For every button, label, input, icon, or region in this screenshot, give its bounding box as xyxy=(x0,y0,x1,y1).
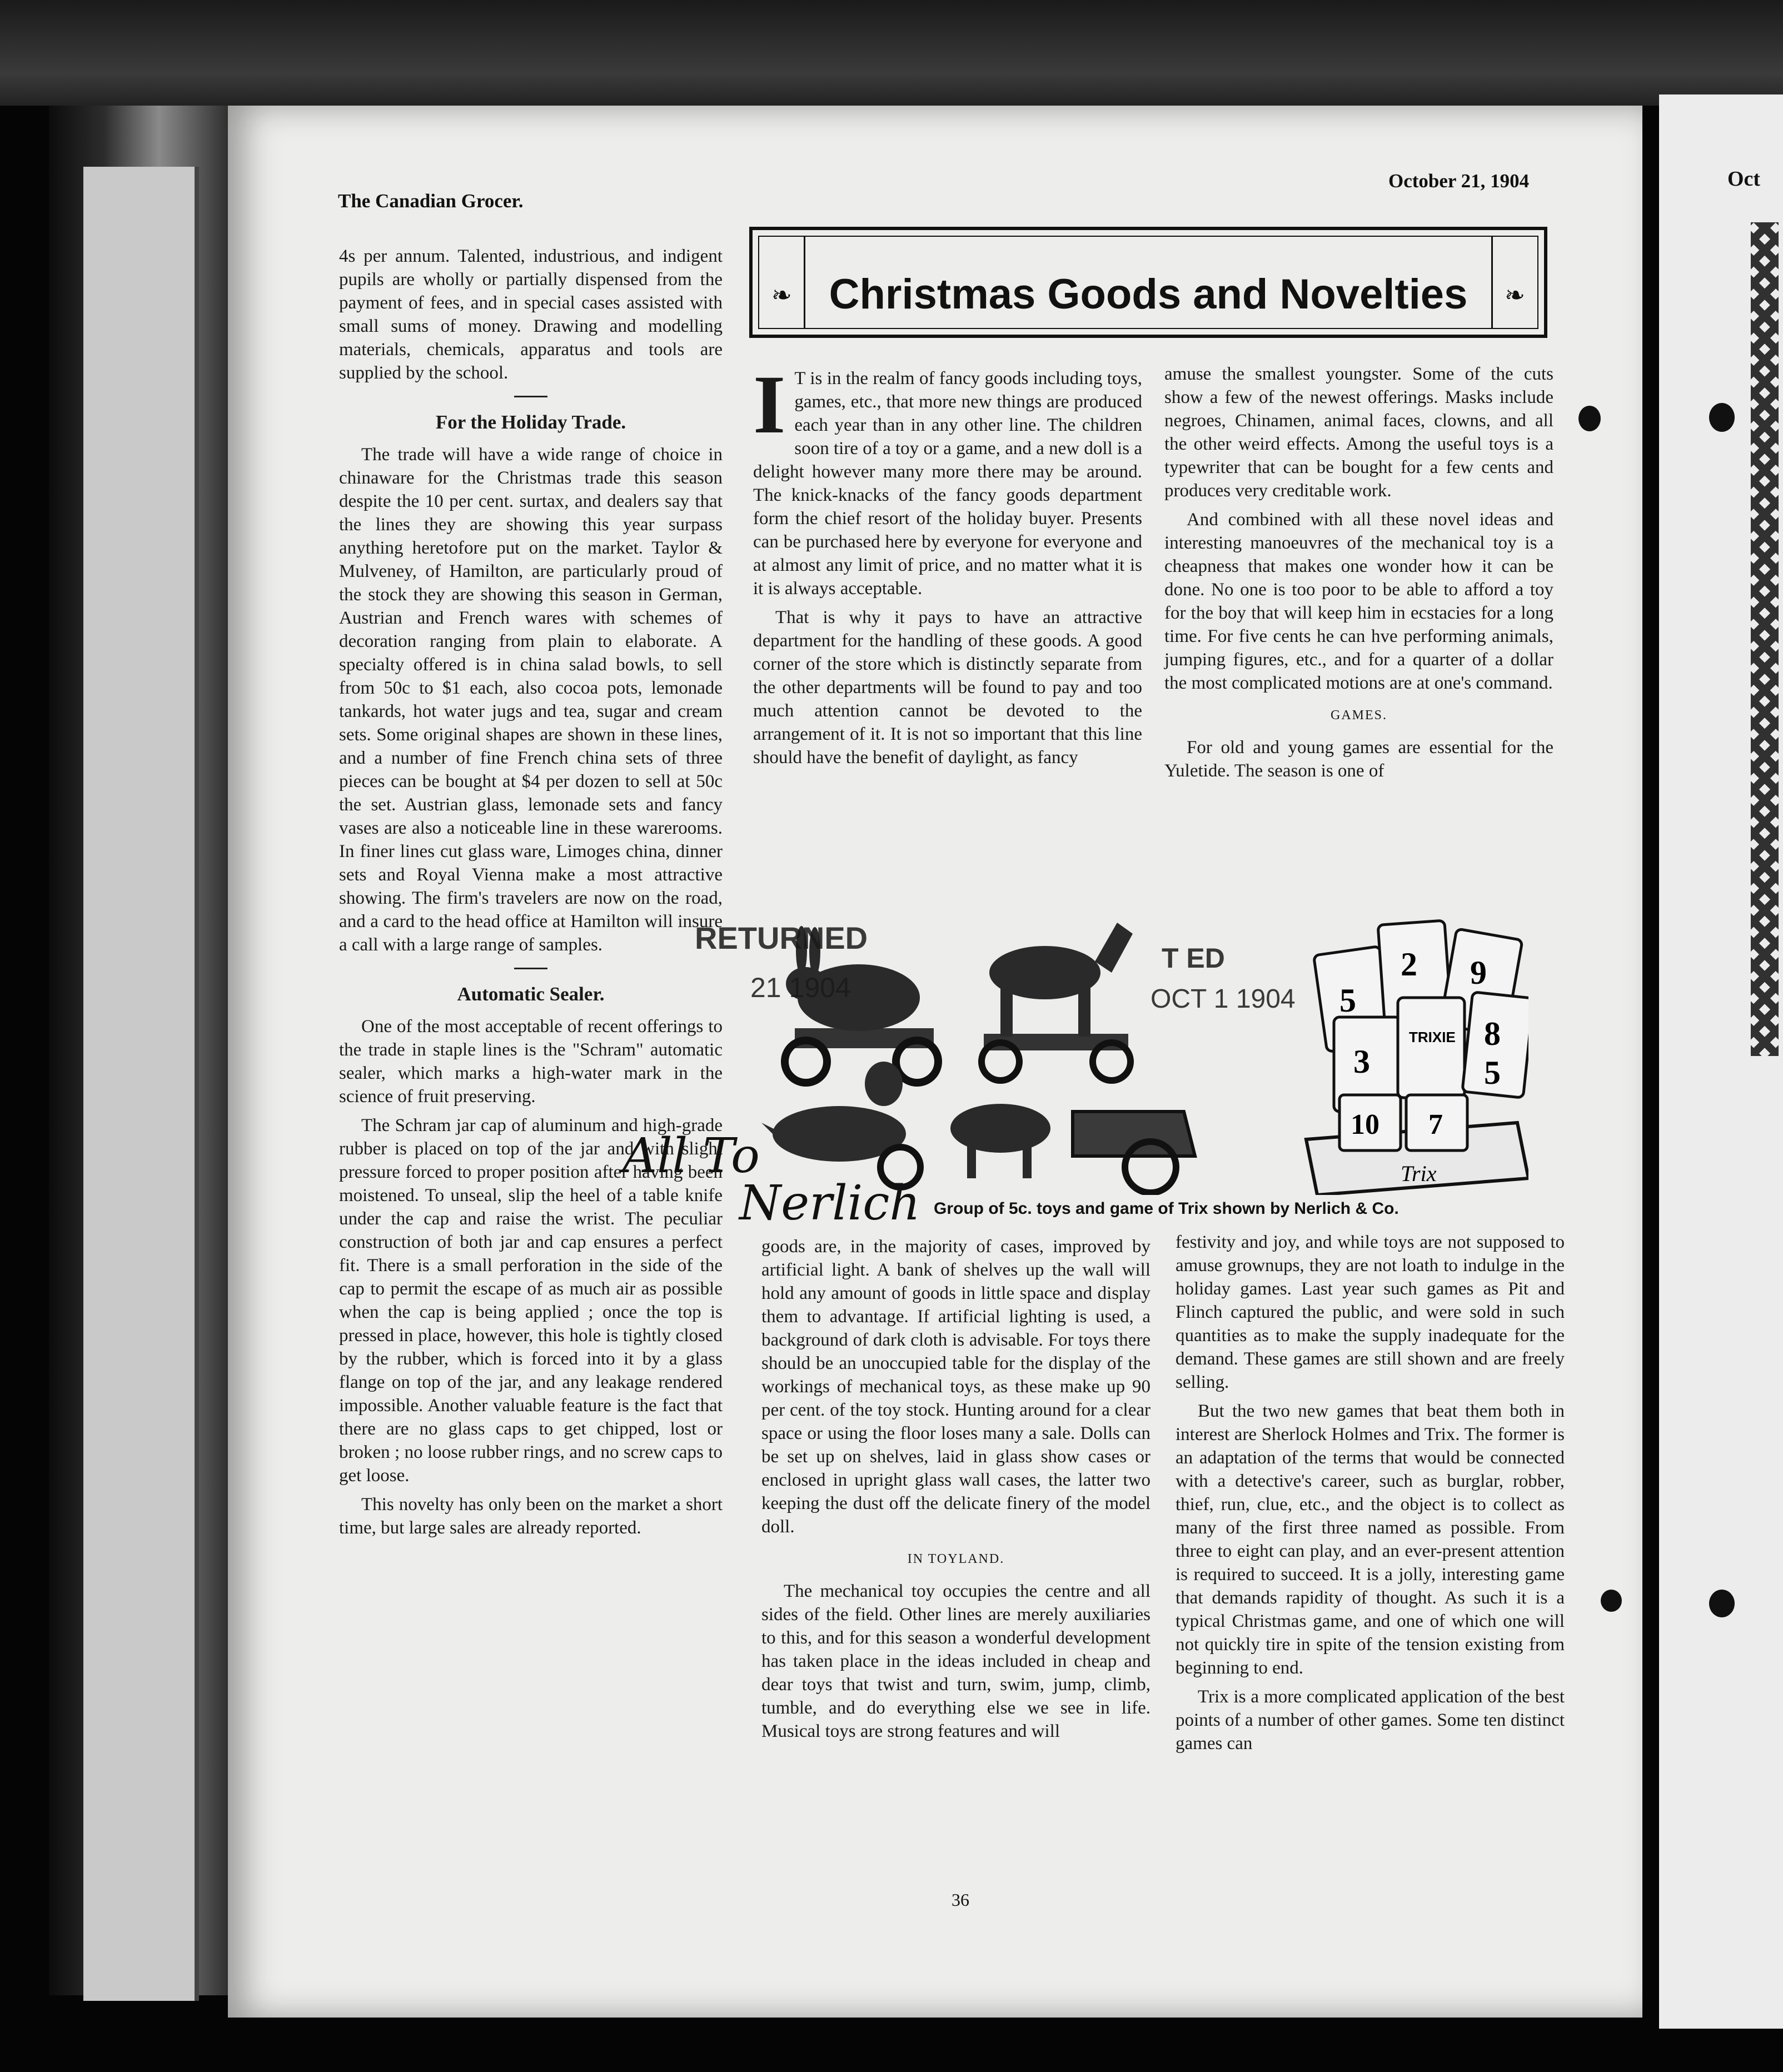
publication-title: The Canadian Grocer. xyxy=(338,190,524,212)
festivity-paragraph: festivity and joy, and while toys are not supposed to amuse grownups, they are not loath to indulge in the holiday games. Last year such games as Pit and Flinch captured the public, and were sold in such quantities as to make the supply inadequate for the demand. These games are still shown and are freely selling. xyxy=(1176,1232,1565,1392)
column-2-top xyxy=(753,358,1142,775)
card-value: 2 xyxy=(1401,946,1417,983)
sherlock-paragraph: But the two new games that beat them both in interest are Sherlock Holmes and Trix. The former is an adaptation of the terms that would be connected with a detective's career, such as burglar, robber, thief, run, clue, etc., and the object is to collect as many of the first three named as possible. From three to eight can play, and an ever-present attention is required to succeed. It is a jolly, interesting game that demands rapidity of thought. As such it is a typical Christmas game, and one of which one will not quickly tire in spite of the tension existing from beginning to end. xyxy=(1176,1401,1565,1678)
card-value: 5 xyxy=(1484,1054,1501,1091)
cuts-paragraph: amuse the smallest youngster. Some of the cuts show a few of the newest offerings. Masks include negroes, Chinamen, animal faces, clowns, and all the other weird effects. Among the useful toys is a typewriter that can be bought for a few cents and produces very creditable work. xyxy=(1164,364,1553,501)
section-rule xyxy=(514,396,547,397)
handwritten-name: Nerlich xyxy=(739,1176,920,1231)
banner-inner-frame xyxy=(758,236,1538,329)
issue-date: October 21, 1904 xyxy=(1388,170,1530,192)
card-value: 8 xyxy=(1484,1015,1501,1052)
card-value: 3 xyxy=(1353,1043,1370,1080)
horse-cart-toy xyxy=(950,1104,1195,1193)
handwritten-note: All To xyxy=(622,1128,760,1184)
department-paragraph: That is why it pays to have an attractive department for the handling of these goods. A good corner of the store which is distinctly separate from the other departments will be found to pay and too much attention cannot be devoted to the arrangement of it. It is not so important that this line should have the benefit of daylight, as fancy xyxy=(753,607,1142,768)
card-value: 7 xyxy=(1428,1109,1443,1140)
holiday-paragraph: The trade will have a wide range of choice in chinaware for the Christmas trade this season despite the 10 per cent. surtax, and dealers say that the lines they are showing this year surpass anything heretofore put on the market. Taylor & Mulveney, of Hamilton, are particularly proud of the stock they are showing this season in German, Austrian and French wares with schemes of decoration ranging from plain to elaborate. A specialty offered is in china salad bowls, to sell from 50c to $1 each, also cocoa pots, lemonade tankards, hot water jugs and tea, sugar and cream sets. Some original shapes are shown in these lines, and a number of fine French china sets of three pieces can be bought at $4 per dozen to sell at 50c the set. Austrian glass, lemonade sets and fancy vases are also a noticeable line in these warerooms. In finer lines cut glass ware, Limoges china, dinner sets and Royal Vienna make a most attractive showing. The firm's travelers are now on the road, and a card to the head office at Hamilton will insure a call with a large range of samples. xyxy=(339,445,723,955)
ink-blot xyxy=(1601,1590,1622,1612)
stamp-date: OCT 1 1904 xyxy=(1151,984,1296,1014)
cheapness-paragraph: And combined with all these novel ideas and interesting manoeuvres of the mechanical toy is a cheapness that makes one wonder how it can be done. No one is too poor to be able to afford a toy for the boy that will keep him in ecstacies for a long time. For five cents he can hve performing animals, jumping figures, etc., and for a quarter of a dollar the most complicated motions are at one's command. xyxy=(1164,510,1553,693)
mechanical-toy-paragraph: The mechanical toy occupies the centre and all sides of the field. Other lines are merely auxiliaries to this, and for this season a wonderful development has taken place in the ideas included in cheap and dear toys that twist and turn, swim, jump, climb, tumble, and do everything else we see in life. Musical toys are strong features and will xyxy=(761,1581,1151,1741)
ink-blot xyxy=(1578,406,1601,431)
box-label: Trix xyxy=(1401,1161,1437,1186)
intro-paragraph: 4s per annum. Talented, industrious, and indigent pupils are wholly or partially dispensed from the payment of fees, and in special cases assisted with small sums of money. Drawing and modelling materials, chemicals, apparatus and tools are supplied by the school. xyxy=(339,246,723,383)
section-banner xyxy=(749,227,1547,338)
card-center-label: TRIXIE xyxy=(1409,1029,1456,1045)
card-value: 5 xyxy=(1339,982,1356,1019)
returned-stamp: RETURNED xyxy=(695,920,868,955)
returned-stamp-faded: T ED xyxy=(1162,943,1225,974)
page-number: 36 xyxy=(952,1890,969,1910)
sealer-paragraph-1: One of the most acceptable of recent offerings to the trade in staple lines is the "Schram" automatic sealer, which marks a high-water mark in the science of fruit preserving. xyxy=(339,1017,723,1107)
games-paragraph: For old and young games are essential for the Yuletide. The season is one of xyxy=(1164,738,1553,781)
trix-paragraph: Trix is a more complicated application of the best points of a number of other games. Some ten distinct games can xyxy=(1176,1687,1565,1754)
column-3-top xyxy=(1164,362,1553,788)
intro-text: T is in the realm of fancy goods including toys, games, etc., that more new things are produced each year than in any other line. The children soon tire of a toy or a game, and a new doll is a delight however many more there may be around. The knick-knacks of the fancy goods department form the chief resort of the holiday buyer. Presents can be purchased here by everyone for everyone and at almost any limit of price, and no matter what it is it is always acceptable. xyxy=(753,368,1142,599)
previous-page-edge xyxy=(83,167,199,2001)
toyland-heading: IN TOYLAND. xyxy=(907,1552,1005,1566)
leaf-ornament-icon: ❧ xyxy=(771,282,792,309)
ink-blot xyxy=(1709,403,1735,432)
scan-background xyxy=(0,0,1783,106)
next-page-date: Oct xyxy=(1727,167,1761,191)
sealer-paragraph-3: This novelty has only been on the market a short time, but large sales are already reported. xyxy=(339,1495,723,1538)
decorative-border xyxy=(1751,222,1779,1056)
sealer-paragraph-2: The Schram jar cap of aluminum and high-grade rubber is placed on top of the jar and with slight pressure forced to proper position after having been moistened. To unseal, slip the heel of a table knife under the cap and raise the wrist. The peculiar construction of both jar and cap ensures a perfect fit. There is a small perforation in the side of the cap to permit the escape of as much air as possible when the cap is being applied ; once the top is pressed in place, however, this hole is tightly closed by the rubber, which is forced into it by a glass flange on top of the jar, and any leakage rendered impossible. Another valuable feature is the fact that there are no glass caps to get chipped, lost or broken ; no loose rubber rings, and no screw caps to get loose. xyxy=(339,1115,723,1486)
banner-title: Christmas Goods and Novelties xyxy=(829,271,1468,318)
card-value: 9 xyxy=(1470,954,1487,991)
column-1 xyxy=(339,245,723,1545)
section-rule xyxy=(514,968,547,969)
ink-blot xyxy=(1709,1590,1735,1617)
card-value: 10 xyxy=(1351,1109,1379,1140)
leaf-ornament-icon: ❧ xyxy=(1505,282,1525,309)
duck-toy xyxy=(761,1062,920,1187)
donkey-toy xyxy=(982,923,1133,1080)
intro-paragraph xyxy=(753,358,1142,600)
trix-game-box xyxy=(1306,920,1528,1195)
drop-cap: I xyxy=(753,358,786,451)
stamp-date: 21 1904 xyxy=(750,972,851,1003)
lighting-paragraph: goods are, in the majority of cases, improved by artificial light. A bank of shelves up the wall will hold any amount of goods in little space and display them to advantage. If artificial lighting is used, a background of dark cloth is advisable. For toys there should be an unoccupied table for the display of the workings of mechanical toys, as these make up 90 per cent. of the toy stock. Hunting around for a clear space or using the floor loses many a sale. Dolls can be set up on shelves, laid in glass show cases or enclosed in upright glass wall cases, the latter two keeping the dust off the delicate finery of the model doll. xyxy=(761,1237,1151,1537)
sealer-heading: Automatic Sealer. xyxy=(457,983,605,1005)
column-3-bottom xyxy=(1176,1231,1565,1761)
illustration-caption: Group of 5c. toys and game of Trix shown by Nerlich & Co. xyxy=(934,1199,1399,1218)
column-2-bottom xyxy=(761,1235,1151,1749)
games-heading: GAMES. xyxy=(1330,708,1387,723)
toys-illustration xyxy=(761,900,1528,1195)
holiday-heading: For the Holiday Trade. xyxy=(435,411,626,433)
